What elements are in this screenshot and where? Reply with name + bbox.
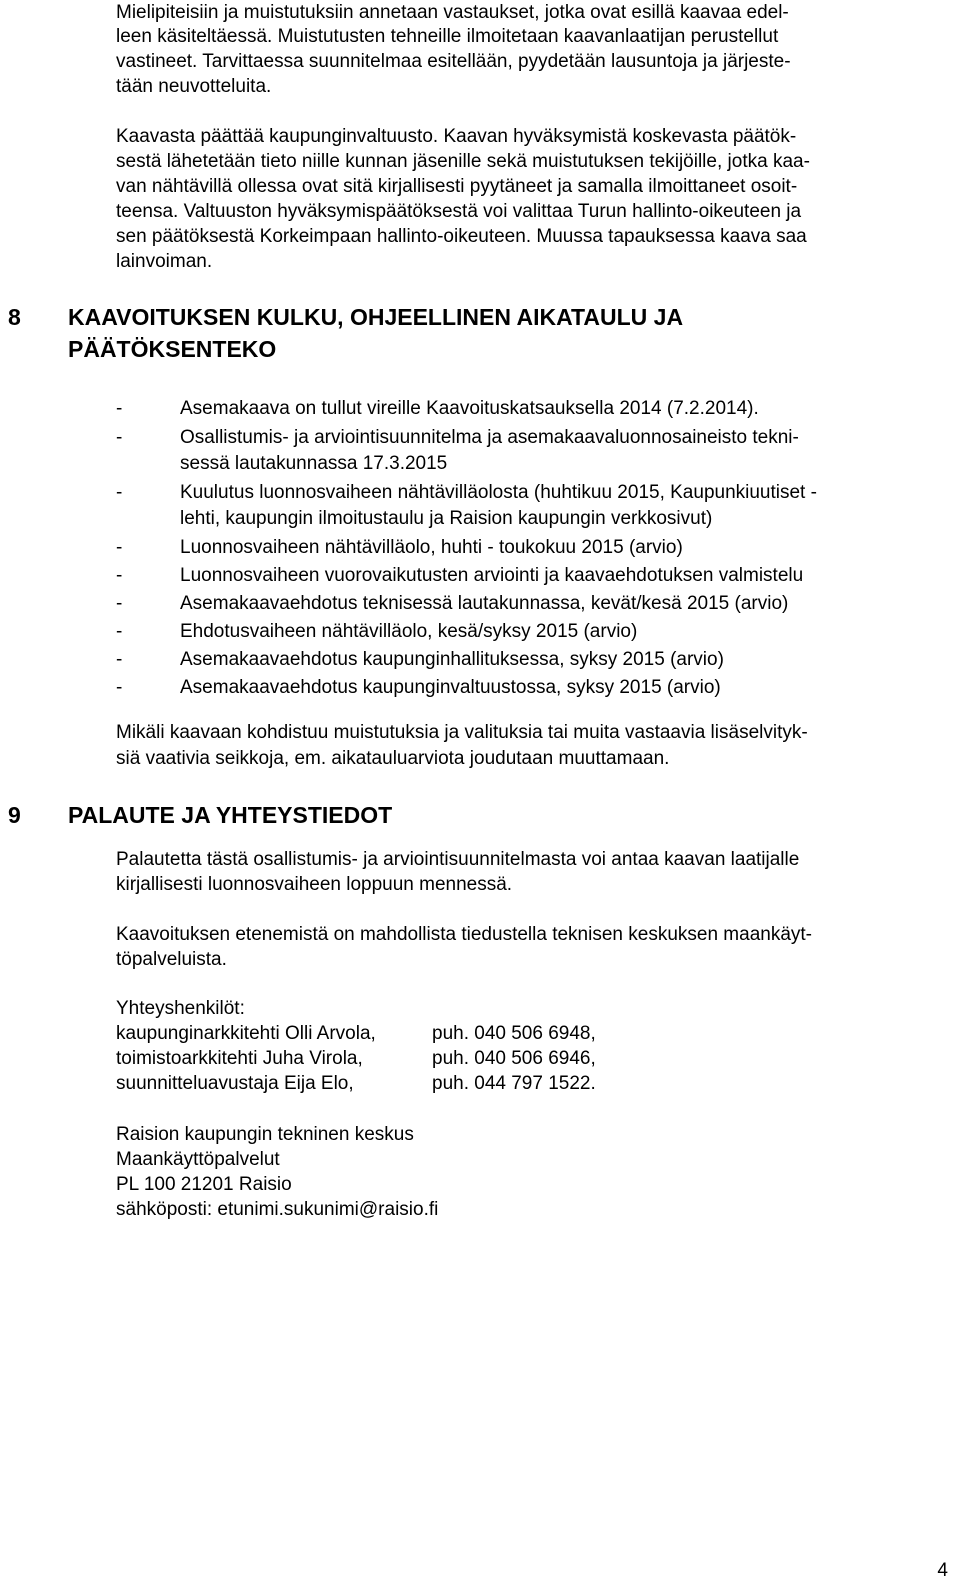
list-item: Osallistumis- ja arviointisuunnitelma ja asemakaavaluonnosaineisto tekni-	[180, 427, 799, 448]
list-bullet: -	[116, 427, 123, 448]
text-line: Mikäli kaavaan kohdistuu muistutuksia ja valituksia tai muita vastaavia lisäselvityk-	[116, 722, 808, 743]
contact-phone: puh. 040 506 6948,	[432, 1023, 596, 1044]
section-number: 9	[8, 802, 21, 828]
list-item: Asemakaavaehdotus kaupunginhallituksessa, syksy 2015 (arvio)	[180, 649, 724, 670]
list-bullet: -	[116, 649, 123, 670]
address-line: Maankäyttöpalvelut	[116, 1149, 280, 1170]
text-line: Mielipiteisiin ja muistutuksiin annetaan vastaukset, jotka ovat esillä kaavaa edel-	[116, 2, 789, 23]
text-line: van nähtävillä ollessa ovat sitä kirjallisesti pyytäneet ja samalla ilmoittaneet osoit-	[116, 176, 798, 197]
text-line: lainvoiman.	[116, 251, 213, 272]
text-line: tään neuvotteluita.	[116, 76, 272, 97]
address-line: PL 100 21201 Raisio	[116, 1174, 292, 1195]
list-item: Asemakaavaehdotus teknisessä lautakunnassa, kevät/kesä 2015 (arvio)	[180, 593, 789, 614]
section-title: PÄÄTÖKSENTEKO	[68, 336, 277, 362]
section-title: KAAVOITUKSEN KULKU, OHJEELLINEN AIKATAULU JA	[68, 304, 684, 330]
text-line: siä vaativia seikkoja, em. aikatauluarviota joudutaan muuttamaan.	[116, 748, 670, 769]
contact-name: toimistoarkkitehti Juha Virola,	[116, 1048, 363, 1069]
list-bullet: -	[116, 593, 123, 614]
list-bullet: -	[116, 565, 123, 586]
list-bullet: -	[116, 677, 123, 698]
contact-phone: puh. 044 797 1522.	[432, 1073, 596, 1094]
section-number: 8	[8, 304, 21, 330]
list-bullet: -	[116, 621, 123, 642]
list-item: Ehdotusvaiheen nähtävilläolo, kesä/syksy 2015 (arvio)	[180, 621, 638, 642]
contact-phone: puh. 040 506 6946,	[432, 1048, 596, 1069]
section-title: PALAUTE JA YHTEYSTIEDOT	[68, 802, 393, 828]
list-item: Luonnosvaiheen vuorovaikutusten arviointi ja kaavaehdotuksen valmistelu	[180, 565, 804, 586]
text-line: töpalveluista.	[116, 949, 227, 970]
list-item: Kuulutus luonnosvaiheen nähtävilläolosta (huhtikuu 2015, Kaupunkiuutiset -	[180, 482, 817, 503]
email-address: sähköposti: etunimi.sukunimi@raisio.fi	[116, 1199, 439, 1220]
address-line: Raision kaupungin tekninen keskus	[116, 1124, 414, 1145]
text-line: Kaavasta päättää kaupunginvaltuusto. Kaavan hyväksymistä koskevasta päätök-	[116, 126, 797, 147]
text-line: teensa. Valtuuston hyväksymispäätöksestä voi valittaa Turun hallinto-oikeuteen ja	[116, 201, 802, 222]
text-line: kirjallisesti luonnosvaiheen loppuun mennessä.	[116, 874, 513, 895]
text-line: sen päätöksestä Korkeimpaan hallinto-oikeuteen. Muussa tapauksessa kaava saa	[116, 226, 807, 247]
list-bullet: -	[116, 482, 123, 503]
page-number: 4	[937, 1560, 948, 1581]
text-line: sestä lähetetään tieto niille kunnan jäsenille sekä muistutuksen tekijöille, jotka kaa-	[116, 151, 810, 172]
contacts-heading: Yhteyshenkilöt:	[116, 998, 245, 1019]
contact-name: kaupunginarkkitehti Olli Arvola,	[116, 1023, 376, 1044]
list-item: Luonnosvaiheen nähtävilläolo, huhti - toukokuu 2015 (arvio)	[180, 537, 683, 558]
text-line: Palautetta tästä osallistumis- ja arviointisuunnitelmasta voi antaa kaavan laatijalle	[116, 849, 800, 870]
contact-name: suunnitteluavustaja Eija Elo,	[116, 1073, 354, 1094]
list-item: sessä lautakunnassa 17.3.2015	[180, 453, 448, 474]
list-item: Asemakaavaehdotus kaupunginvaltuustossa, syksy 2015 (arvio)	[180, 677, 721, 698]
list-item: Asemakaava on tullut vireille Kaavoituskatsauksella 2014 (7.2.2014).	[180, 398, 759, 419]
list-bullet: -	[116, 398, 123, 419]
text-line: Kaavoituksen etenemistä on mahdollista tiedustella teknisen keskuksen maankäyt-	[116, 924, 812, 945]
text-line: leen käsiteltäessä. Muistutusten tehneille ilmoitetaan kaavanlaatijan perustellut	[116, 26, 779, 47]
text-line: vastineet. Tarvittaessa suunnitelmaa esitellään, pyydetään lausuntoja ja järjeste-	[116, 51, 791, 72]
list-item: lehti, kaupungin ilmoitustaulu ja Raision kaupungin verkkosivut)	[180, 508, 713, 529]
list-bullet: -	[116, 537, 123, 558]
